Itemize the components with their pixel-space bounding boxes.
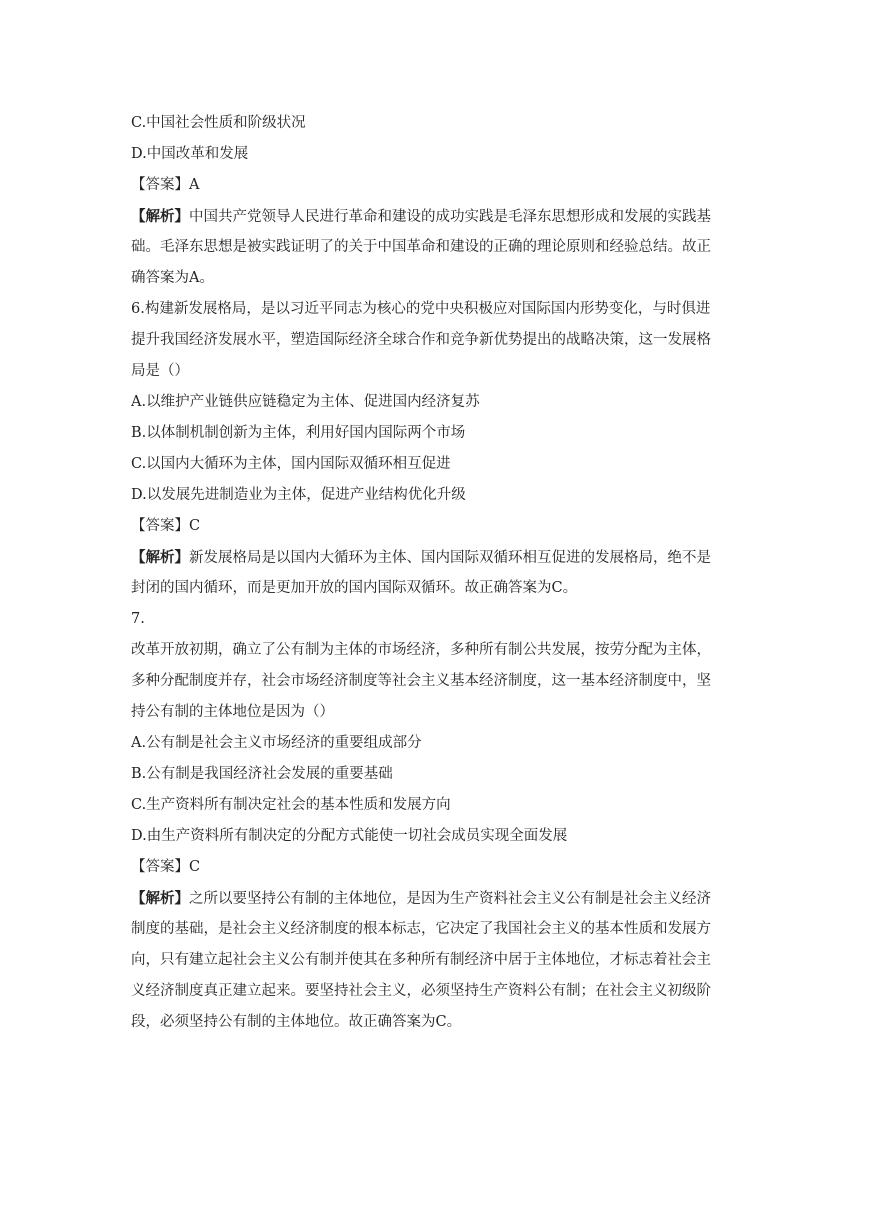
q5-answer: 【答案】A: [131, 177, 200, 193]
q7-analysis-line-3: 向，只有建立起社会主义公有制并使其在多种所有制经济中居于主体地位，才标志着社会主: [131, 952, 711, 968]
q7-number: 7.: [131, 611, 145, 627]
q6-option-b: B.以体制机制创新为主体，利用好国内国际两个市场: [131, 425, 466, 441]
q5-option-d: D.中国改革和发展: [131, 146, 249, 162]
q7-option-b: B.公有制是我国经济社会发展的重要基础: [131, 766, 393, 782]
q7-answer: 【答案】C: [131, 859, 201, 875]
q7-option-c: C.生产资料所有制决定社会的基本性质和发展方向: [131, 797, 451, 813]
q6-stem-line-1: 6.构建新发展格局，是以习近平同志为核心的党中央积极应对国际国内形势变化，与时俱进: [131, 301, 711, 317]
q7-analysis-line-5: 段，必须坚持公有制的主体地位。故正确答案为C。: [131, 1014, 462, 1030]
q7-analysis-line-4: 义经济制度真正建立起来。要坚持社会主义，必须坚持生产资料公有制；在社会主义初级阶: [131, 983, 711, 999]
q6-answer: 【答案】C: [131, 518, 201, 534]
q7-option-a: A.公有制是社会主义市场经济的重要组成部分: [131, 735, 422, 751]
document-content: [131, 108, 739, 1038]
q6-stem-line-2: 提升我国经济发展水平，塑造国际经济全球合作和竞争新优势提出的战略决策，这一发展格: [131, 332, 711, 348]
q6-option-c: C.以国内大循环为主体，国内国际双循环相互促进: [131, 456, 451, 472]
q6-option-a: A.以维护产业链供应链稳定为主体、促进国内经济复苏: [131, 394, 480, 410]
q6-analysis-label: 【解析】: [131, 549, 189, 566]
q6-analysis-text-1: 新发展格局是以国内大循环为主体、国内国际双循环相互促进的发展格局，绝不是: [189, 550, 711, 566]
q5-analysis-line-3: 确答案为A。: [131, 270, 214, 286]
q5-analysis-line-1: [131, 201, 739, 232]
q7-analysis-label: 【解析】: [131, 890, 189, 907]
q7-stem-line-3: 持公有制的主体地位是因为（）: [131, 704, 334, 720]
q7-analysis-line-2: 制度的基础，是社会主义经济制度的根本标志，它决定了我国社会主义的基本性质和发展方: [131, 921, 711, 937]
q6-stem-line-3: 局是（）: [131, 363, 189, 379]
q5-analysis-line-2: 础。毛泽东思想是被实践证明了的关于中国革命和建设的正确的理论原则和经验总结。故正: [131, 239, 711, 255]
q7-stem-line-1: 改革开放初期，确立了公有制为主体的市场经济，多种所有制公共发展，按劳分配为主体，: [131, 642, 711, 658]
q5-analysis-text-1: 中国共产党领导人民进行革命和建设的成功实践是毛泽东思想形成和发展的实践基: [189, 209, 711, 225]
q7-stem-line-2: 多种分配制度并存，社会市场经济制度等社会主义基本经济制度，这一基本经济制度中，坚: [131, 673, 711, 689]
q5-option-c: C.中国社会性质和阶级状况: [131, 115, 306, 131]
q5-analysis-label: 【解析】: [131, 208, 189, 225]
q6-analysis-line-2: 封闭的国内循环，而是更加开放的国内国际双循环。故正确答案为C。: [131, 580, 578, 596]
q6-analysis-line-1: [131, 542, 739, 573]
q7-option-d: D.由生产资料所有制决定的分配方式能使一切社会成员实现全面发展: [131, 828, 568, 844]
q6-option-d: D.以发展先进制造业为主体，促进产业结构优化升级: [131, 487, 466, 503]
q7-analysis-text-1: 之所以要坚持公有制的主体地位，是因为生产资料社会主义公有制是社会主义经济: [189, 891, 711, 907]
q7-analysis-line-1: [131, 883, 739, 914]
